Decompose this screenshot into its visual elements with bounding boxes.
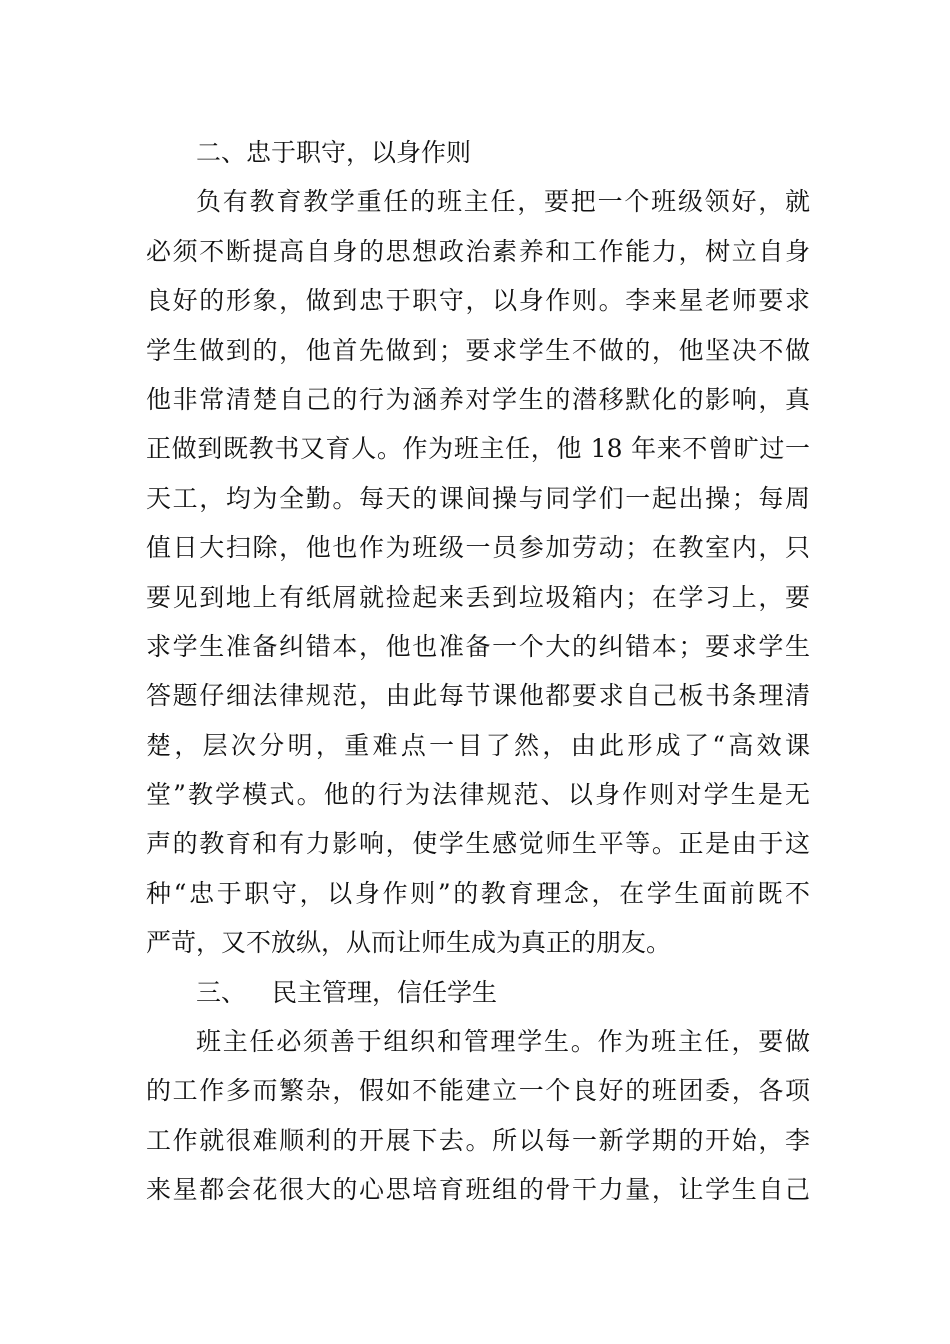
section-heading-3 <box>146 968 810 1017</box>
paragraph-line: 必须不断提高自身的思想政治素养和工作能力，树立自身 <box>146 236 810 266</box>
paragraph-line-last: 严苛，又不放纵，从而让师生成为真正的朋友。 <box>146 928 672 958</box>
paragraph-line: 堂”教学模式。他的行为法律规范、以身作则对学生是无 <box>146 780 810 810</box>
paragraph-line: 求学生准备纠错本，他也准备一个大的纠错本；要求学生 <box>146 631 810 661</box>
paragraph-line: 正做到既教书又育人。作为班主任，他 18 年来不曾旷过一 <box>146 434 810 464</box>
paragraph-line: 值日大扫除，他也作为班级一员参加劳动；在教室内，只 <box>146 533 810 563</box>
paragraph-line: 种“忠于职守，以身作则”的教育理念，在学生面前既不 <box>146 878 810 908</box>
paragraph-line: 来星都会花很大的心思培育班组的骨干力量，让学生自己 <box>146 1175 810 1205</box>
document-body <box>146 128 810 1215</box>
paragraph-line: 良好的形象，做到忠于职守，以身作则。李来星老师要求 <box>146 286 810 316</box>
paragraph-line: 天工，均为全勤。每天的课间操与同学们一起出操；每周 <box>146 483 810 513</box>
paragraph-line: 他非常清楚自己的行为涵养对学生的潜移默化的影响，真 <box>146 384 810 414</box>
paragraph-line: 工作就很难顺利的开展下去。所以每一新学期的开始，李 <box>146 1125 810 1155</box>
paragraph-line: 声的教育和有力影响，使学生感觉师生平等。正是由于这 <box>146 829 810 859</box>
paragraph-line: 班主任必须善于组织和管理学生。作为班主任，要做 <box>196 1027 810 1057</box>
paragraph-section-3 <box>146 1017 810 1215</box>
paragraph-line: 答题仔细法律规范，由此每节课他都要求自己板书条理清 <box>146 681 810 711</box>
paragraph-line: 楚，层次分明，重难点一目了然，由此形成了“高效课 <box>146 730 810 760</box>
paragraph-line: 要见到地上有纸屑就捡起来丢到垃圾箱内；在学习上，要 <box>146 582 810 612</box>
paragraph-section-2 <box>146 177 810 967</box>
section-heading-text: 民主管理，信任学生 <box>272 977 498 1007</box>
paragraph-line: 负有教育教学重任的班主任，要把一个班级领好，就 <box>196 187 810 217</box>
paragraph-line: 学生做到的，他首先做到；要求学生不做的，他坚决不做 <box>146 335 810 365</box>
section-heading-number: 三、 <box>196 977 247 1007</box>
paragraph-line: 的工作多而繁杂，假如不能建立一个良好的班团委，各项 <box>146 1076 810 1106</box>
section-heading-2: 二、忠于职守，以身作则 <box>196 138 472 167</box>
